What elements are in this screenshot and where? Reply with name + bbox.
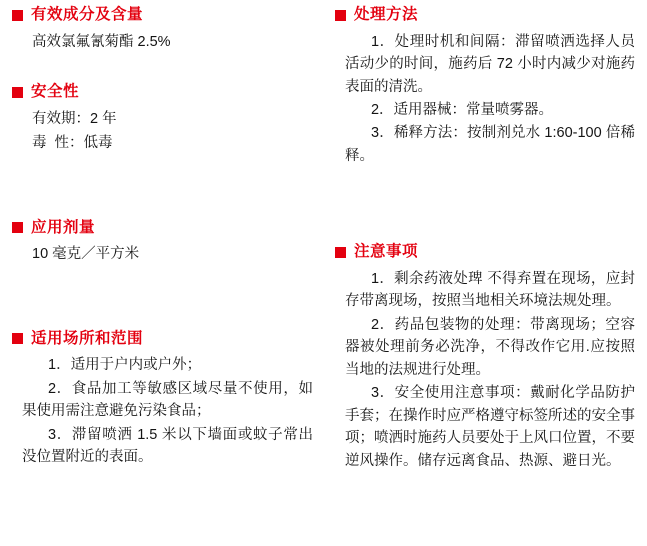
section-applicable-places <box>10 330 315 469</box>
spacer <box>333 231 637 243</box>
body-line: 有效期：2 年 <box>32 110 117 127</box>
red-square-bullet-icon <box>12 87 23 98</box>
body-line: 毒 性：低毒 <box>32 135 113 152</box>
section-treatment-method <box>333 6 637 167</box>
red-square-bullet-icon <box>335 10 346 21</box>
section-title: 安全性 <box>31 83 80 101</box>
body-line: 10 毫克／平方米 <box>32 246 140 263</box>
section-title: 有效成分及含量 <box>31 6 144 23</box>
spacer <box>10 159 315 219</box>
body-paragraph: 3．安全使用注意事项：戴耐化学品防护手套；在操作时应严格遵守标签所述的安全事项；喷洒时施药人员要处于上风口位置，不要逆风操作。储存远离食品、热源、避日光。 <box>344 385 635 469</box>
left-column <box>10 6 323 546</box>
body-paragraph: 2．药品包装物的处理：带离现场；空容器被处理前务必洗净，不得改作它用.应按照当地的法规进行处理。 <box>344 316 635 378</box>
section-body <box>22 354 313 468</box>
section-safety <box>10 83 315 155</box>
body-paragraph: 3．稀释方法：按制剂兑水 1:60-100 倍稀释。 <box>344 125 635 164</box>
body-paragraph: 1．剩余药液处琕 不得弃置在现场，应封存带离现场，按照当地相关环境法规处理。 <box>344 271 635 310</box>
section-active-ingredient <box>10 6 315 53</box>
section-title: 处理方法 <box>353 6 418 23</box>
section-body <box>32 31 313 53</box>
red-square-bullet-icon <box>12 222 23 233</box>
section-heading <box>12 83 315 102</box>
section-heading <box>12 6 315 25</box>
section-title: 注意事项 <box>353 243 418 261</box>
body-paragraph: 3．滞留喷洒 1.5 米以下墙面或蚊子常出没位置附近的表面。 <box>22 426 313 466</box>
section-body <box>32 243 313 265</box>
section-heading <box>335 6 637 25</box>
section-title: 适用场所和范围 <box>31 329 144 347</box>
section-heading <box>335 243 637 262</box>
red-square-bullet-icon <box>12 10 23 21</box>
section-body <box>32 108 313 155</box>
spacer <box>10 57 315 83</box>
section-precautions <box>333 243 637 472</box>
section-title: 应用剂量 <box>31 218 96 236</box>
section-heading <box>12 330 315 349</box>
section-body <box>345 31 635 168</box>
body-paragraph: 2．适用器械：常量喷雾器。 <box>370 102 554 118</box>
body-line: 高效氯氟氰菊酯 2.5% <box>32 33 171 50</box>
section-body <box>345 268 635 472</box>
red-square-bullet-icon <box>335 247 346 258</box>
body-paragraph: 1．适用于户内或户外； <box>48 357 202 374</box>
spacer <box>10 270 315 330</box>
body-paragraph: 1．处理时机和间隔：滞留喷洒选择人员活动少的时间，施药后 72 小时内减少对施药表面的清洗。 <box>344 33 635 95</box>
section-heading <box>12 219 315 238</box>
body-paragraph: 2．食品加工等敏感区域尽量不使用，如果使用需注意避免污染食品； <box>22 380 313 420</box>
red-square-bullet-icon <box>12 333 23 344</box>
spacer <box>333 171 637 231</box>
section-application-dose <box>10 219 315 266</box>
right-column <box>323 6 637 546</box>
